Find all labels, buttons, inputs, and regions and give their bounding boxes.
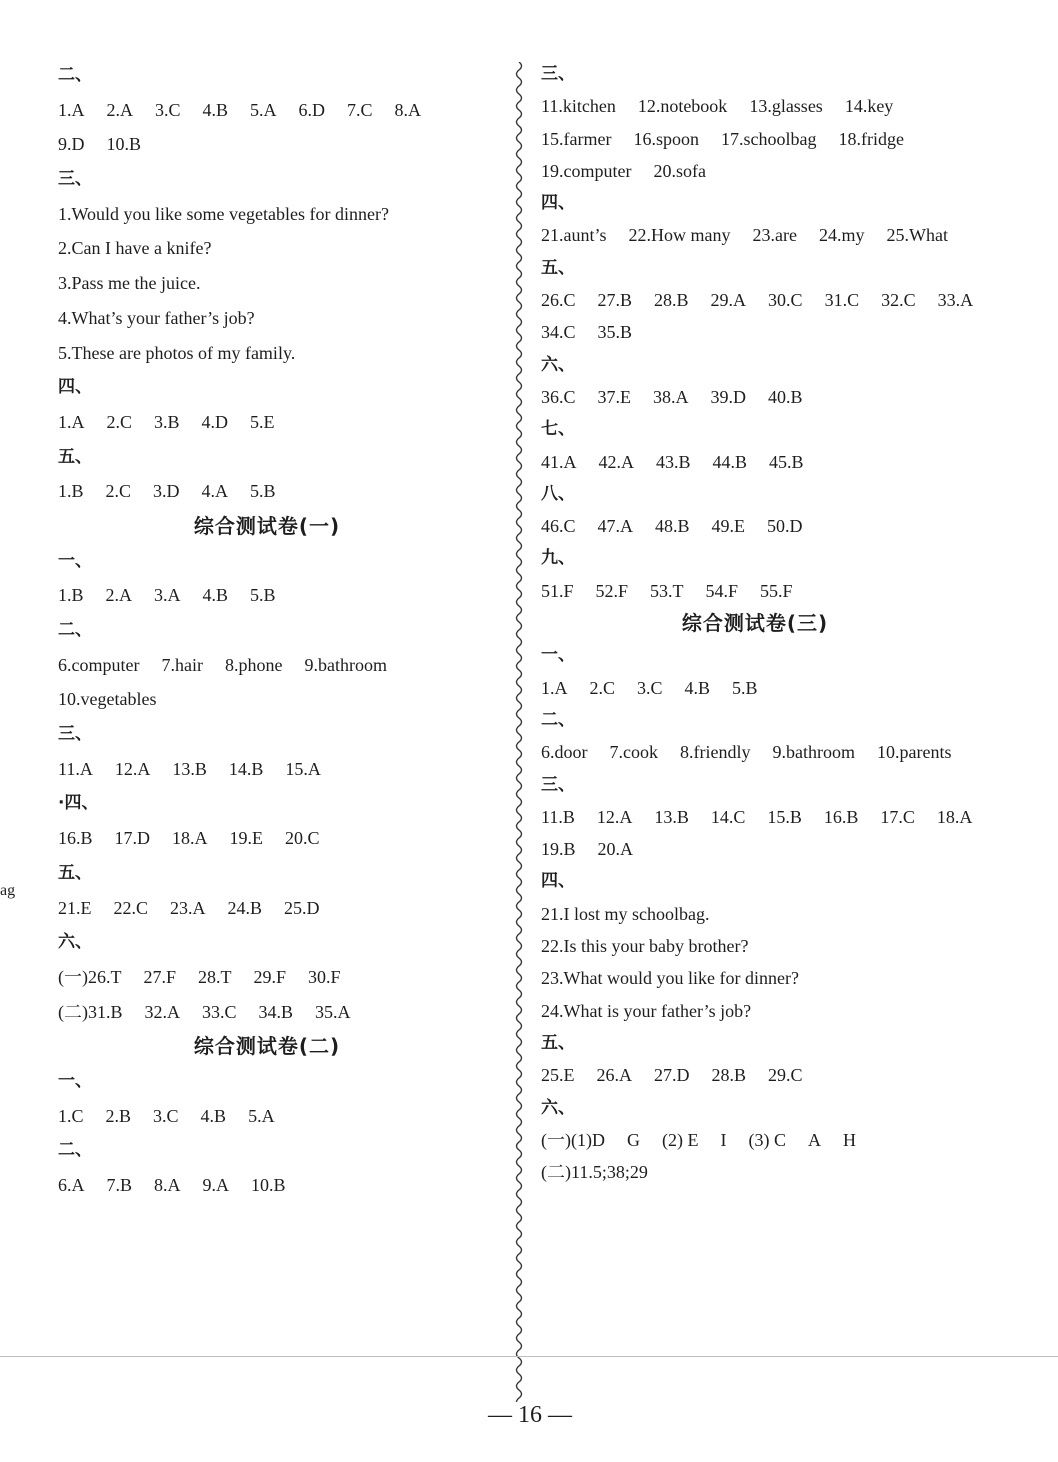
answer-item: 29.A bbox=[710, 290, 747, 311]
answer-item: 四、 bbox=[541, 871, 575, 892]
section-heading bbox=[58, 613, 498, 648]
answer-item: 三、 bbox=[58, 169, 92, 190]
answer-item: 29.C bbox=[768, 1065, 803, 1086]
answer-item: 8.A bbox=[154, 1175, 181, 1195]
answer-item: 45.B bbox=[769, 451, 804, 472]
section-heading bbox=[541, 413, 991, 445]
answer-row bbox=[58, 891, 498, 926]
answer-item: 五、 bbox=[541, 257, 575, 278]
answer-item: 22.Is this your baby brother? bbox=[541, 936, 749, 957]
answer-item: 27.B bbox=[597, 290, 633, 311]
answer-item: 二、 bbox=[58, 1140, 92, 1161]
answer-item: 6.door bbox=[541, 742, 588, 763]
answer-item: 37.E bbox=[597, 386, 632, 407]
answer-row bbox=[541, 1156, 991, 1188]
answer-item: 23.are bbox=[752, 225, 797, 246]
answer-item: (二)11.5;38;29 bbox=[541, 1162, 648, 1183]
answer-item: 1.A bbox=[58, 411, 85, 432]
section-heading bbox=[541, 769, 991, 801]
section-heading bbox=[58, 162, 498, 197]
answer-row bbox=[58, 578, 498, 613]
section-title bbox=[58, 509, 498, 544]
answer-item: 12.A bbox=[114, 758, 151, 779]
answer-item: 35.A bbox=[315, 1001, 351, 1022]
answer-row bbox=[541, 381, 991, 413]
answer-item: 19.E bbox=[229, 828, 264, 849]
answer-item: 1.B bbox=[58, 585, 84, 606]
answer-item: 10.B bbox=[106, 134, 142, 155]
answer-row bbox=[541, 736, 991, 768]
answer-item: 8.friendly bbox=[680, 742, 751, 763]
answer-item: 23.What would you like for dinner? bbox=[541, 968, 799, 989]
answer-item: (一)(1)D bbox=[541, 1129, 605, 1150]
answer-item: 34.B bbox=[258, 1001, 294, 1022]
answer-item: 4.B bbox=[202, 99, 229, 120]
answer-item: 4.B bbox=[684, 677, 711, 698]
answer-item: 25.D bbox=[284, 897, 320, 918]
answer-item: 24.B bbox=[227, 897, 263, 918]
answer-row bbox=[58, 127, 498, 162]
answer-item: 3.C bbox=[153, 1105, 179, 1126]
answer-item: 2.C bbox=[105, 481, 132, 502]
answer-item: 25.E bbox=[541, 1065, 575, 1086]
answer-item: 26.A bbox=[596, 1065, 632, 1086]
answer-item: 五、 bbox=[58, 446, 92, 467]
answer-item: 15.farmer bbox=[541, 128, 612, 149]
answer-item: 13.glasses bbox=[749, 96, 823, 117]
answer-row bbox=[541, 833, 991, 865]
answer-item: 一、 bbox=[541, 645, 575, 666]
answer-item: 52.F bbox=[595, 580, 629, 601]
answer-item: 四、 bbox=[58, 377, 92, 398]
answer-item: 1.B bbox=[58, 481, 84, 502]
answer-row bbox=[58, 1168, 498, 1203]
answer-item: 5.These are photos of my family. bbox=[58, 342, 296, 363]
bottom-rule bbox=[0, 1356, 1058, 1357]
answer-item: 46.C bbox=[541, 516, 576, 537]
answer-item: 5.A bbox=[250, 99, 277, 120]
answer-item: 7.hair bbox=[161, 654, 203, 675]
answer-row bbox=[541, 962, 991, 994]
answer-item: 2.Can I have a knife? bbox=[58, 238, 212, 259]
answer-item: 5.B bbox=[250, 481, 276, 502]
section-heading bbox=[58, 717, 498, 752]
answer-row bbox=[58, 474, 498, 509]
answer-row bbox=[541, 898, 991, 930]
answer-item: 33.C bbox=[202, 1001, 237, 1022]
section-heading bbox=[541, 704, 991, 736]
answer-item: 34.C bbox=[541, 322, 576, 343]
answer-row bbox=[58, 752, 498, 787]
answer-item: 9.bathroom bbox=[772, 742, 855, 763]
answer-row bbox=[541, 123, 991, 155]
answer-item: 二、 bbox=[58, 620, 92, 640]
answer-row bbox=[58, 301, 498, 336]
answer-row bbox=[58, 995, 498, 1030]
answer-item: 9.D bbox=[58, 134, 85, 155]
answer-item: 9.bathroom bbox=[304, 654, 387, 675]
answer-item: 39.D bbox=[710, 386, 747, 407]
section-heading bbox=[541, 478, 991, 510]
answer-item: 13.B bbox=[172, 758, 207, 779]
answer-item: 31.C bbox=[824, 290, 860, 311]
answer-item: 18.A bbox=[936, 806, 973, 827]
answer-item: 33.A bbox=[937, 290, 974, 311]
answer-item: 15.B bbox=[767, 806, 802, 827]
answer-item: 28.B bbox=[654, 290, 689, 311]
answer-item: 20.A bbox=[597, 839, 634, 860]
answer-item: 3.Pass me the juice. bbox=[58, 273, 201, 294]
answer-item: 二、 bbox=[541, 709, 575, 730]
answer-item: 20.C bbox=[285, 828, 320, 849]
answer-item: 3.A bbox=[154, 585, 181, 606]
answer-row bbox=[541, 316, 991, 348]
section-heading bbox=[541, 1027, 991, 1059]
answer-item: 5.B bbox=[732, 677, 758, 698]
section-heading bbox=[58, 856, 498, 891]
section-heading bbox=[541, 252, 991, 284]
answer-item: 11.B bbox=[541, 806, 575, 827]
answer-item: 1.A bbox=[58, 99, 85, 120]
answer-item: 19.B bbox=[541, 839, 576, 860]
answer-row bbox=[58, 266, 498, 301]
answer-item: 2.A bbox=[105, 585, 133, 606]
answer-item: 40.B bbox=[768, 386, 803, 407]
section-heading bbox=[541, 639, 991, 671]
answer-item: 10.parents bbox=[876, 742, 952, 763]
answer-row bbox=[541, 510, 991, 542]
answer-item: 5.B bbox=[250, 585, 276, 606]
answer-item: 16.B bbox=[823, 806, 859, 827]
answer-item: 7.B bbox=[106, 1175, 133, 1195]
answer-row bbox=[541, 284, 991, 316]
section-heading bbox=[58, 1133, 498, 1168]
answer-item: 41.A bbox=[541, 451, 577, 472]
right-column bbox=[541, 58, 991, 1188]
section-heading bbox=[58, 58, 498, 93]
answer-item: 综合测试卷(一) bbox=[193, 513, 341, 538]
answer-item: 7.cook bbox=[609, 742, 658, 763]
answer-row bbox=[541, 930, 991, 962]
answer-item: 2.C bbox=[589, 677, 616, 698]
answer-item: 17.D bbox=[114, 828, 151, 849]
answer-item: 42.A bbox=[598, 451, 634, 472]
answer-item: 24.my bbox=[818, 225, 865, 246]
answer-item: 11.A bbox=[58, 758, 93, 779]
answer-item: 16.B bbox=[58, 828, 93, 849]
answer-row bbox=[541, 672, 991, 704]
answer-row bbox=[541, 446, 991, 478]
section-heading bbox=[541, 865, 991, 897]
answer-item: 7.C bbox=[347, 99, 373, 120]
answer-item: 21.I lost my schoolbag. bbox=[541, 903, 710, 924]
answer-item: 8.phone bbox=[224, 654, 283, 675]
answer-item: 4.D bbox=[201, 411, 229, 432]
section-heading bbox=[58, 370, 498, 405]
answer-item: 5.E bbox=[250, 411, 275, 432]
answer-item: 38.A bbox=[653, 386, 689, 407]
answer-item: 6.A bbox=[58, 1175, 85, 1195]
answer-item: 48.B bbox=[655, 516, 690, 537]
answer-row bbox=[58, 197, 498, 232]
answer-item: 35.B bbox=[597, 322, 633, 343]
answer-item: 18.fridge bbox=[838, 128, 904, 149]
answer-row bbox=[58, 682, 498, 717]
answer-item: 51.F bbox=[541, 580, 574, 601]
answer-item: 一、 bbox=[58, 1070, 92, 1091]
answer-item: 26.C bbox=[541, 290, 576, 311]
answer-item: 50.D bbox=[767, 516, 803, 537]
answer-item: ·四、 bbox=[58, 793, 99, 814]
answer-item: 三、 bbox=[541, 774, 575, 795]
answer-item: 4.A bbox=[201, 481, 229, 502]
answer-item: 二、 bbox=[58, 65, 92, 85]
answer-row bbox=[58, 1099, 498, 1134]
answer-item: 3.B bbox=[154, 411, 180, 432]
answer-row bbox=[58, 648, 498, 683]
answer-item: 27.D bbox=[654, 1065, 690, 1086]
answer-item: 15.A bbox=[285, 758, 321, 779]
answer-item: 17.C bbox=[880, 806, 915, 827]
answer-item: 23.A bbox=[170, 897, 206, 918]
answer-item: 一、 bbox=[58, 550, 92, 571]
section-heading bbox=[541, 349, 991, 381]
answer-item: 四、 bbox=[541, 193, 575, 214]
answer-item: 10.B bbox=[251, 1175, 286, 1195]
answer-item: 47.A bbox=[597, 516, 634, 537]
answer-item: 28.T bbox=[198, 966, 232, 987]
section-heading bbox=[58, 925, 498, 960]
answer-row bbox=[58, 231, 498, 266]
answer-item: 20.sofa bbox=[653, 160, 706, 181]
answer-item: A bbox=[807, 1129, 821, 1150]
answer-item: 49.E bbox=[711, 516, 746, 537]
answer-item: 3.C bbox=[155, 99, 181, 120]
answer-item: 14.B bbox=[228, 758, 264, 779]
answer-item: 七、 bbox=[541, 419, 575, 440]
answer-item: 32.A bbox=[144, 1001, 180, 1022]
answer-item: 4.B bbox=[202, 585, 229, 606]
answer-item: 2.A bbox=[106, 99, 133, 120]
answer-item: 3.C bbox=[637, 677, 663, 698]
answer-item: I bbox=[720, 1129, 727, 1150]
answer-item: 30.F bbox=[308, 966, 341, 987]
answer-row bbox=[541, 575, 991, 607]
answer-row bbox=[541, 801, 991, 833]
answer-item: (一)26.T bbox=[58, 966, 122, 987]
answer-item: 14.key bbox=[844, 96, 894, 117]
answer-item: 53.T bbox=[650, 580, 684, 601]
answer-item: 11.kitchen bbox=[541, 96, 616, 117]
answer-item: 19.computer bbox=[541, 160, 632, 181]
answer-item: 14.C bbox=[710, 806, 746, 827]
section-heading bbox=[541, 58, 991, 90]
answer-item: G bbox=[626, 1129, 640, 1150]
answer-item: 28.B bbox=[711, 1065, 747, 1086]
answer-item: 27.F bbox=[143, 966, 176, 987]
answer-item: 4.B bbox=[200, 1105, 227, 1126]
answer-item: 5.A bbox=[248, 1105, 275, 1126]
section-heading bbox=[541, 1092, 991, 1124]
answer-item: 10.vegetables bbox=[58, 689, 157, 710]
section-heading bbox=[58, 1064, 498, 1099]
answer-row bbox=[58, 405, 498, 440]
answer-item: (二)31.B bbox=[58, 1001, 123, 1022]
answer-item: 21.aunt’s bbox=[541, 225, 607, 246]
answer-item: 18.A bbox=[172, 828, 208, 849]
left-column bbox=[58, 58, 498, 1203]
answer-row bbox=[58, 93, 498, 128]
answer-row bbox=[541, 1059, 991, 1091]
answer-item: 30.C bbox=[768, 290, 803, 311]
answer-row bbox=[58, 821, 498, 856]
answer-row bbox=[541, 90, 991, 122]
answer-item: 1.C bbox=[58, 1105, 84, 1126]
answer-row bbox=[541, 219, 991, 251]
answer-item: H bbox=[842, 1129, 856, 1150]
answer-item: 55.F bbox=[760, 580, 793, 601]
answer-row bbox=[58, 960, 498, 995]
answer-item: 43.B bbox=[656, 451, 691, 472]
answer-item: 12.notebook bbox=[637, 96, 728, 117]
answer-item: 44.B bbox=[712, 451, 748, 472]
answer-item: 六、 bbox=[541, 1097, 575, 1118]
answer-item: 4.What’s your father’s job? bbox=[58, 307, 255, 328]
section-heading bbox=[541, 187, 991, 219]
section-heading bbox=[58, 786, 498, 821]
answer-item: 五、 bbox=[58, 862, 92, 883]
answer-item: 24.What is your father’s job? bbox=[541, 1000, 752, 1021]
answer-item: 21.E bbox=[58, 897, 92, 918]
answer-row bbox=[541, 155, 991, 187]
answer-item: 2.C bbox=[106, 411, 133, 432]
answer-item: 54.F bbox=[705, 580, 739, 601]
answer-item: 六、 bbox=[541, 354, 575, 375]
answer-item: 2.B bbox=[105, 1105, 132, 1126]
section-title bbox=[58, 1029, 498, 1064]
answer-item: 12.A bbox=[596, 806, 633, 827]
answer-item: 16.spoon bbox=[633, 128, 699, 149]
answer-item: 36.C bbox=[541, 386, 576, 407]
answer-item: 32.C bbox=[881, 290, 916, 311]
answer-item: 三、 bbox=[58, 724, 92, 745]
answer-item: 29.F bbox=[253, 966, 287, 987]
answer-item: 五、 bbox=[541, 1032, 575, 1053]
answer-item: 6.computer bbox=[58, 654, 140, 675]
page-number: — 16 — bbox=[488, 1402, 572, 1428]
stray-edge-text: ag bbox=[0, 882, 16, 899]
answer-item: 22.How many bbox=[628, 225, 731, 246]
answer-row bbox=[541, 995, 991, 1027]
answer-item: 22.C bbox=[113, 897, 149, 918]
answer-item: 8.A bbox=[394, 99, 422, 120]
wavy-divider bbox=[510, 62, 528, 1402]
section-heading bbox=[58, 440, 498, 475]
answer-item: 25.What bbox=[886, 225, 948, 246]
answer-item: 三、 bbox=[541, 64, 575, 84]
answer-item: 八、 bbox=[541, 483, 575, 504]
section-title bbox=[541, 607, 991, 639]
answer-item: 1.Would you like some vegetables for dinner? bbox=[58, 203, 389, 224]
answer-item: (2) E bbox=[661, 1129, 699, 1150]
answer-item: 综合测试卷(三) bbox=[681, 611, 829, 636]
answer-item: 17.schoolbag bbox=[720, 128, 817, 149]
answer-item: 3.D bbox=[153, 481, 180, 502]
answer-row bbox=[58, 336, 498, 371]
answer-item: 九、 bbox=[541, 548, 575, 569]
answer-item: 六、 bbox=[58, 932, 92, 953]
section-heading bbox=[541, 542, 991, 574]
answer-item: 6.D bbox=[298, 99, 326, 120]
answer-item: (3) C bbox=[748, 1129, 786, 1150]
section-heading bbox=[58, 544, 498, 579]
answer-item: 1.A bbox=[541, 677, 568, 698]
answer-row bbox=[541, 1124, 991, 1156]
answer-item: 综合测试卷(二) bbox=[193, 1034, 341, 1059]
answer-item: 9.A bbox=[202, 1175, 230, 1195]
answer-item: 13.B bbox=[654, 806, 689, 827]
